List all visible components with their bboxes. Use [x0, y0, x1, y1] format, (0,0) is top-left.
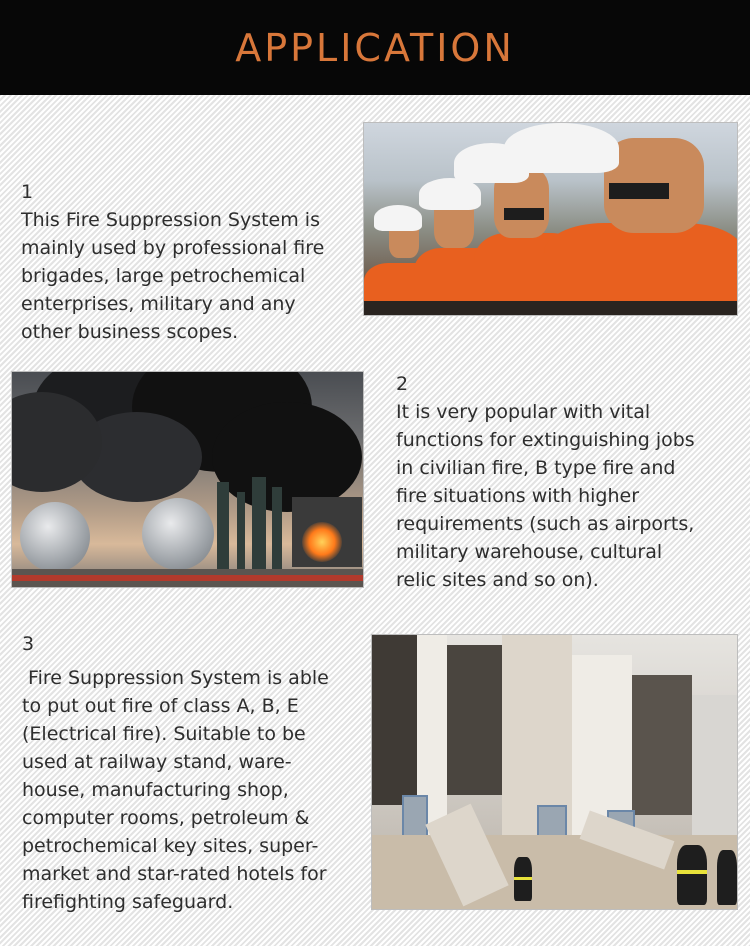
- section-3-line: used at railway stand, ware-: [22, 751, 292, 773]
- section-2-line: functions for extinguishing jobs: [396, 429, 695, 451]
- refinery-fire-photo: [11, 371, 364, 588]
- section-3-line: petrochemical key sites, super-: [22, 835, 319, 857]
- section-2-line: It is very popular with vital: [396, 401, 651, 423]
- section-2-text: [396, 370, 736, 594]
- section-1-line: enterprises, military and any: [21, 293, 296, 315]
- section-1-line: This Fire Suppression System is: [21, 209, 320, 231]
- section-1-number: 1: [21, 181, 34, 203]
- section-1-line: mainly used by professional fire: [21, 237, 325, 259]
- section-1-line: other business scopes.: [21, 321, 239, 343]
- section-3-number: 3: [22, 633, 35, 655]
- section-3-line: computer rooms, petroleum &: [22, 807, 310, 829]
- section-3-line: Fire Suppression System is able: [22, 667, 329, 689]
- collapsed-building-photo: [371, 634, 738, 910]
- section-2-line: requirements (such as airports,: [396, 513, 695, 535]
- section-3-line: market and star-rated hotels for: [22, 863, 327, 885]
- section-2-number: 2: [396, 373, 409, 395]
- section-3-line: to put out fire of class A, B, E: [22, 695, 299, 717]
- section-3-text: [22, 630, 362, 916]
- firefighters-photo: [363, 122, 738, 316]
- section-3-line: firefighting safeguard.: [22, 891, 234, 913]
- page-title: APPLICATION: [235, 25, 515, 70]
- section-2-line: relic sites and so on).: [396, 569, 599, 591]
- section-2-line: military warehouse, cultural: [396, 541, 663, 563]
- section-3-line: house, manufacturing shop,: [22, 779, 289, 801]
- header-bar: [0, 0, 750, 95]
- section-3-line: (Electrical fire). Suitable to be: [22, 723, 306, 745]
- section-2-line: fire situations with higher: [396, 485, 640, 507]
- section-1-line: brigades, large petrochemical: [21, 265, 306, 287]
- section-1-text: [21, 178, 356, 346]
- section-2-line: in civilian fire, B type fire and: [396, 457, 676, 479]
